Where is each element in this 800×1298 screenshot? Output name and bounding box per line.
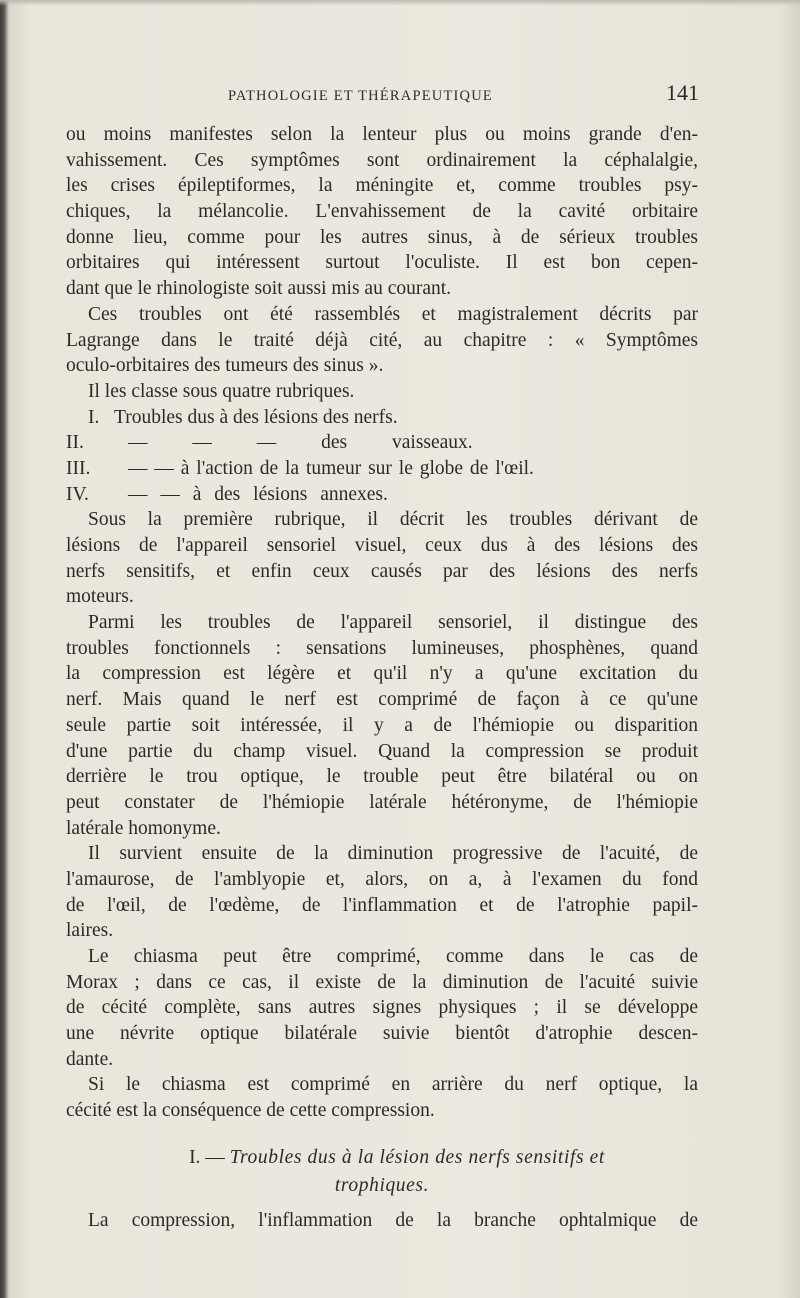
text-line: derrière le trou optique, le trouble peut être bilatéral ou on [66,766,698,788]
list-item-number: III. [66,457,91,479]
list-item-number: I. [88,406,100,428]
text-line: dant que le rhinologiste soit aussi mis au courant. [66,278,452,300]
text-line: Morax ; dans ce cas, il existe de la diminution de l'acuité suivie [66,971,698,993]
paragraph [66,302,698,379]
body-text [66,122,698,1124]
list-item-text: Troubles dus à des lésions des nerfs. [114,406,398,428]
text-line: cécité est la conséquence de cette compression. [66,1100,435,1122]
section-number: I. — [189,1147,225,1168]
text-line: Il survient ensuite de la diminution progressive de l'acuité, de [88,843,698,865]
page-header [0,80,800,110]
text-line: nerfs sensitifs, et enfin ceux causés par des lésions des nerfs [66,560,698,582]
text-line: Le chiasma peut être comprimé, comme dans le cas de [88,946,698,967]
text-line: Ces troubles ont été rassemblés et magistralement décrits par [88,303,698,325]
paragraph [66,944,698,1072]
text-line: troubles fonctionnels : sensations lumineuses, phosphènes, quand [66,637,698,659]
paragraph [66,1072,698,1123]
section-heading [66,1144,698,1200]
text-line: moteurs. [66,586,134,608]
text-line: la compression est légère et qu'il n'y a qu'une excitation du [66,663,698,685]
running-title: PATHOLOGIE ET THÉRAPEUTIQUE [228,88,493,104]
list-item [66,430,698,456]
text-line: une névrite optique bilatérale suivie bientôt d'atrophie descen- [66,1023,698,1045]
list-item-text: — — à des lésions annexes. [128,483,388,505]
text-line: La compression, l'inflammation de la branche ophtalmique de [88,1210,698,1231]
text-line: Il les classe sous quatre rubriques. [88,380,355,402]
paragraph [66,507,698,610]
section-heading-line [66,1144,698,1172]
text-line: Parmi les troubles de l'appareil sensoriel, il distingue des [88,612,698,634]
section-title: Troubles dus à la lésion des nerfs sensitifs et [229,1147,605,1168]
text-line: peut constater de l'hémiopie latérale hétéronyme, de l'hémiopie [66,791,698,813]
text-line: de cécité complète, sans autres signes physiques ; il se développe [66,997,698,1019]
text-line: d'une partie du champ visuel. Quand la compression se produit [66,740,698,762]
paragraph [66,122,698,302]
rubriques-list [66,405,698,508]
list-item-number: II. [66,432,84,454]
text-line: seule partie soit intéressée, il y a de l'hémiopie ou disparition [66,714,698,736]
text-line: nerf. Mais quand le nerf est comprimé de façon à ce qu'une [66,689,698,711]
text-line: Si le chiasma est comprimé en arrière du nerf optique, la [88,1074,698,1096]
paragraph [66,379,698,405]
text-line: l'amaurose, de l'amblyopie et, alors, on a, à l'examen du fond [66,868,698,890]
list-item [66,482,698,508]
paragraph [66,841,698,944]
text-line: oculo-orbitaires des tumeurs des sinus ». [66,355,384,377]
section-title-continued: trophiques. [334,1175,430,1196]
text-line: ou moins manifestes selon la lenteur plus ou moins grande d'en- [66,124,698,145]
text-line: donne lieu, comme pour les autres sinus, à de sérieux troubles [66,226,698,248]
text-line: les crises épileptiformes, la méningite et, comme troubles psy- [66,175,698,197]
text-line: laires. [66,920,114,942]
text-line: vahissement. Ces symptômes sont ordinairement la céphalalgie, [66,149,698,171]
page-number: 141 [666,80,699,105]
list-item-text: — — à l'action de la tumeur sur le globe de l'œil. [128,457,534,479]
text-line: Sous la première rubrique, il décrit les troubles dérivant de [88,509,698,531]
list-item-text: — — — des vaisseaux. [128,432,473,454]
list-item-number: IV. [66,483,89,505]
text-line: latérale homonyme. [66,817,221,839]
paragraph [66,1208,698,1234]
list-item [66,405,698,431]
text-line: chiques, la mélancolie. L'envahissement de la cavité orbitaire [66,201,698,223]
text-line: Lagrange dans le traité déjà cité, au chapitre : « Symptômes [66,329,698,351]
text-line: de l'œil, de l'œdème, de l'inflammation et de l'atrophie papil- [66,894,698,916]
list-item [66,456,698,482]
text-line: dante. [66,1048,114,1070]
text-line: orbitaires qui intéressent surtout l'oculiste. Il est bon cepen- [66,252,698,274]
text-line: lésions de l'appareil sensoriel visuel, ceux dus à des lésions des [66,535,698,556]
paragraph [66,610,698,841]
